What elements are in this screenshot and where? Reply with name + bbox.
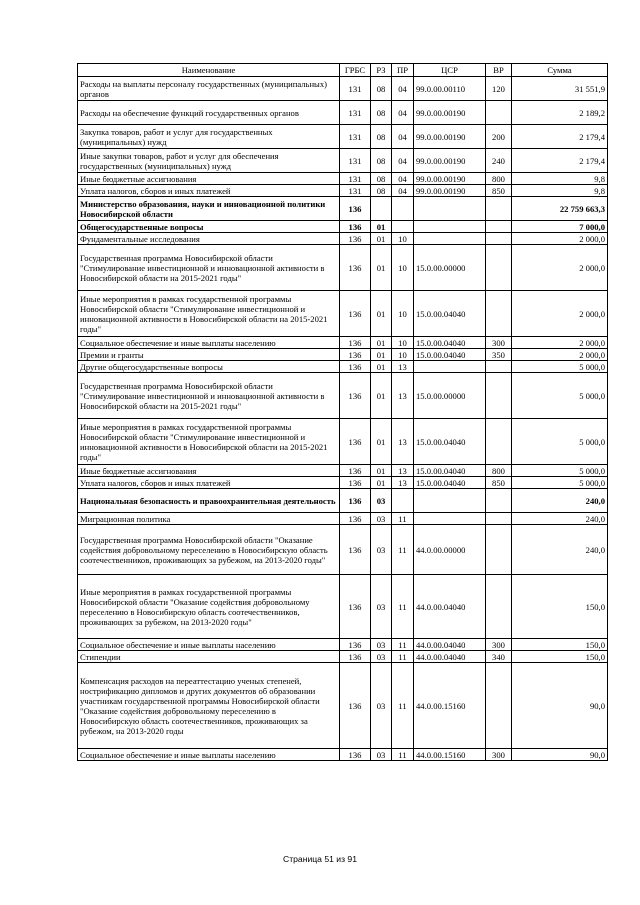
row-name-cell: Премии и гранты xyxy=(78,349,340,361)
row-sum-cell: 2 000,0 xyxy=(512,291,608,337)
row-grbs-cell: 131 xyxy=(340,101,371,125)
row-csr-cell: 15.0.00.04040 xyxy=(414,337,486,349)
row-csr-cell: 44.0.00.00000 xyxy=(414,525,486,575)
row-rz-cell: 01 xyxy=(371,373,392,419)
row-name-cell: Социальное обеспечение и иные выплаты населению xyxy=(78,337,340,349)
row-pr-cell: 13 xyxy=(392,419,414,465)
row-rz-cell: 08 xyxy=(371,101,392,125)
row-rz-cell: 03 xyxy=(371,663,392,749)
row-pr-cell: 11 xyxy=(392,575,414,639)
row-grbs-cell: 136 xyxy=(340,525,371,575)
row-name-cell: Компенсация расходов на переаттестацию ученых степеней, нострификацию дипломов и других документов об образовании участникам государственной программы Новосибирской области "Оказание содействия добровольному переселению в Новосибирскую область соотечественников, проживающих за рубежом, на 2013-2020 годы xyxy=(78,663,340,749)
row-rz-cell: 03 xyxy=(371,489,392,513)
table-row xyxy=(78,337,608,349)
row-vr-cell: 350 xyxy=(486,349,512,361)
row-csr-cell: 15.0.00.04040 xyxy=(414,465,486,477)
row-name-cell: Уплата налогов, сборов и иных платежей xyxy=(78,477,340,489)
row-csr-cell: 99.0.00.00190 xyxy=(414,149,486,173)
row-vr-cell xyxy=(486,361,512,373)
row-sum-cell: 31 551,9 xyxy=(512,77,608,101)
row-rz-cell: 03 xyxy=(371,513,392,525)
row-grbs-cell: 136 xyxy=(340,663,371,749)
row-sum-cell: 2 000,0 xyxy=(512,337,608,349)
row-name-cell: Государственная программа Новосибирской области "Стимулирование инвестиционной и инновационной активности в Новосибирской области на 2015-2021 годы" xyxy=(78,373,340,419)
row-vr-cell xyxy=(486,245,512,291)
row-pr-cell: 10 xyxy=(392,291,414,337)
row-vr-cell: 120 xyxy=(486,77,512,101)
row-grbs-cell: 136 xyxy=(340,639,371,651)
row-rz-cell: 03 xyxy=(371,651,392,663)
table-row xyxy=(78,477,608,489)
header-csr: ЦСР xyxy=(414,64,486,77)
table-row xyxy=(78,639,608,651)
table-row xyxy=(78,245,608,291)
row-grbs-cell: 131 xyxy=(340,185,371,197)
row-pr-cell: 11 xyxy=(392,513,414,525)
row-sum-cell: 150,0 xyxy=(512,639,608,651)
row-rz-cell: 08 xyxy=(371,125,392,149)
row-grbs-cell: 136 xyxy=(340,465,371,477)
row-grbs-cell: 136 xyxy=(340,197,371,221)
row-pr-cell: 10 xyxy=(392,349,414,361)
row-name-cell: Другие общегосударственные вопросы xyxy=(78,361,340,373)
row-pr-cell: 04 xyxy=(392,173,414,185)
row-vr-cell xyxy=(486,575,512,639)
header-sum: Сумма xyxy=(512,64,608,77)
table-header-row xyxy=(78,64,608,77)
row-rz-cell: 03 xyxy=(371,639,392,651)
table-row xyxy=(78,489,608,513)
header-grbs: ГРБС xyxy=(340,64,371,77)
row-rz-cell: 08 xyxy=(371,173,392,185)
row-name-cell: Расходы на обеспечение функций государственных органов xyxy=(78,101,340,125)
row-csr-cell: 44.0.00.04040 xyxy=(414,575,486,639)
row-grbs-cell: 136 xyxy=(340,575,371,639)
row-rz-cell: 01 xyxy=(371,465,392,477)
row-name-cell: Государственная программа Новосибирской области "Оказание содействия добровольному переселению в Новосибирскую область соотечественников, проживающих за рубежом, на 2013-2020 годы" xyxy=(78,525,340,575)
row-pr-cell: 04 xyxy=(392,77,414,101)
table-row xyxy=(78,221,608,233)
row-sum-cell: 5 000,0 xyxy=(512,361,608,373)
table-row xyxy=(78,749,608,761)
row-csr-cell: 44.0.00.04040 xyxy=(414,651,486,663)
row-csr-cell: 15.0.00.04040 xyxy=(414,477,486,489)
header-rz: РЗ xyxy=(371,64,392,77)
row-rz-cell: 01 xyxy=(371,361,392,373)
row-name-cell: Закупка товаров, работ и услуг для государственных (муниципальных) нужд xyxy=(78,125,340,149)
row-name-cell: Уплата налогов, сборов и иных платежей xyxy=(78,185,340,197)
table-row xyxy=(78,149,608,173)
row-sum-cell: 2 179,4 xyxy=(512,125,608,149)
row-vr-cell: 300 xyxy=(486,337,512,349)
row-sum-cell: 90,0 xyxy=(512,749,608,761)
row-name-cell: Фундаментальные исследования xyxy=(78,233,340,245)
table-row xyxy=(78,651,608,663)
row-sum-cell: 5 000,0 xyxy=(512,477,608,489)
row-sum-cell: 150,0 xyxy=(512,651,608,663)
row-rz-cell: 01 xyxy=(371,477,392,489)
row-vr-cell xyxy=(486,197,512,221)
row-grbs-cell: 136 xyxy=(340,349,371,361)
row-pr-cell: 11 xyxy=(392,663,414,749)
row-pr-cell: 04 xyxy=(392,149,414,173)
row-grbs-cell: 136 xyxy=(340,221,371,233)
row-pr-cell: 04 xyxy=(392,101,414,125)
row-csr-cell: 15.0.00.04040 xyxy=(414,291,486,337)
row-grbs-cell: 131 xyxy=(340,149,371,173)
row-vr-cell xyxy=(486,489,512,513)
row-name-cell: Иные закупки товаров, работ и услуг для обеспечения государственных (муниципальных) нужд xyxy=(78,149,340,173)
row-csr-cell xyxy=(414,361,486,373)
row-name-cell: Социальное обеспечение и иные выплаты населению xyxy=(78,749,340,761)
row-grbs-cell: 136 xyxy=(340,651,371,663)
row-grbs-cell: 136 xyxy=(340,477,371,489)
table-row xyxy=(78,197,608,221)
row-name-cell: Национальная безопасность и правоохранительная деятельность xyxy=(78,489,340,513)
row-csr-cell xyxy=(414,233,486,245)
row-name-cell: Иные бюджетные ассигнования xyxy=(78,173,340,185)
table-row xyxy=(78,185,608,197)
row-vr-cell: 800 xyxy=(486,465,512,477)
row-rz-cell: 01 xyxy=(371,245,392,291)
table-row xyxy=(78,373,608,419)
row-sum-cell: 2 000,0 xyxy=(512,245,608,291)
row-name-cell: Иные мероприятия в рамках государственной программы Новосибирской области "Оказание содействия добровольному переселению в Новосибирскую область соотечественников, проживающих за рубежом, на 2013-2020 годы" xyxy=(78,575,340,639)
row-rz-cell xyxy=(371,197,392,221)
row-vr-cell xyxy=(486,233,512,245)
table-row xyxy=(78,419,608,465)
budget-table xyxy=(77,63,608,761)
row-grbs-cell: 136 xyxy=(340,373,371,419)
table-row xyxy=(78,173,608,185)
row-name-cell: Социальное обеспечение и иные выплаты населению xyxy=(78,639,340,651)
row-vr-cell xyxy=(486,419,512,465)
row-csr-cell: 99.0.00.00190 xyxy=(414,173,486,185)
row-csr-cell: 99.0.00.00190 xyxy=(414,125,486,149)
row-csr-cell: 15.0.00.04040 xyxy=(414,349,486,361)
row-grbs-cell: 136 xyxy=(340,513,371,525)
header-vr: ВР xyxy=(486,64,512,77)
row-rz-cell: 08 xyxy=(371,149,392,173)
row-grbs-cell: 136 xyxy=(340,245,371,291)
row-rz-cell: 08 xyxy=(371,77,392,101)
row-grbs-cell: 136 xyxy=(340,749,371,761)
row-grbs-cell: 131 xyxy=(340,77,371,101)
row-grbs-cell: 131 xyxy=(340,125,371,149)
row-sum-cell: 240,0 xyxy=(512,525,608,575)
row-name-cell: Расходы на выплаты персоналу государственных (муниципальных) органов xyxy=(78,77,340,101)
row-sum-cell: 9,8 xyxy=(512,173,608,185)
row-pr-cell: 11 xyxy=(392,525,414,575)
table-row xyxy=(78,291,608,337)
header-name: Наименование xyxy=(78,64,340,77)
row-name-cell: Министерство образования, науки и инновационной политики Новосибирской области xyxy=(78,197,340,221)
row-vr-cell xyxy=(486,373,512,419)
row-sum-cell: 2 000,0 xyxy=(512,349,608,361)
row-sum-cell: 240,0 xyxy=(512,489,608,513)
row-sum-cell: 7 000,0 xyxy=(512,221,608,233)
row-pr-cell: 10 xyxy=(392,245,414,291)
row-sum-cell: 22 759 663,3 xyxy=(512,197,608,221)
row-pr-cell: 13 xyxy=(392,361,414,373)
row-rz-cell: 01 xyxy=(371,349,392,361)
row-name-cell: Стипендии xyxy=(78,651,340,663)
row-sum-cell: 5 000,0 xyxy=(512,465,608,477)
table-row xyxy=(78,361,608,373)
row-grbs-cell: 136 xyxy=(340,337,371,349)
table-row xyxy=(78,77,608,101)
row-vr-cell xyxy=(486,221,512,233)
row-sum-cell: 90,0 xyxy=(512,663,608,749)
row-grbs-cell: 136 xyxy=(340,489,371,513)
row-pr-cell: 10 xyxy=(392,337,414,349)
row-csr-cell: 15.0.00.00000 xyxy=(414,245,486,291)
row-name-cell: Иные бюджетные ассигнования xyxy=(78,465,340,477)
row-pr-cell xyxy=(392,489,414,513)
row-sum-cell: 2 000,0 xyxy=(512,233,608,245)
row-sum-cell: 240,0 xyxy=(512,513,608,525)
row-vr-cell: 300 xyxy=(486,749,512,761)
row-rz-cell: 03 xyxy=(371,575,392,639)
row-grbs-cell: 136 xyxy=(340,233,371,245)
row-vr-cell: 300 xyxy=(486,639,512,651)
row-pr-cell: 11 xyxy=(392,651,414,663)
table-row xyxy=(78,125,608,149)
row-pr-cell: 11 xyxy=(392,639,414,651)
table-row xyxy=(78,575,608,639)
row-csr-cell: 15.0.00.04040 xyxy=(414,419,486,465)
row-vr-cell xyxy=(486,525,512,575)
row-name-cell: Общегосударственные вопросы xyxy=(78,221,340,233)
page-number: Страница 51 из 91 xyxy=(283,854,357,864)
header-pr: ПР xyxy=(392,64,414,77)
row-csr-cell: 99.0.00.00110 xyxy=(414,77,486,101)
row-name-cell: Миграционная политика xyxy=(78,513,340,525)
row-rz-cell: 01 xyxy=(371,233,392,245)
row-rz-cell: 01 xyxy=(371,291,392,337)
row-rz-cell: 08 xyxy=(371,185,392,197)
row-csr-cell: 99.0.00.00190 xyxy=(414,101,486,125)
row-vr-cell xyxy=(486,101,512,125)
row-pr-cell: 04 xyxy=(392,125,414,149)
row-sum-cell: 9,8 xyxy=(512,185,608,197)
table-row xyxy=(78,465,608,477)
row-sum-cell: 5 000,0 xyxy=(512,373,608,419)
row-csr-cell xyxy=(414,489,486,513)
row-pr-cell: 04 xyxy=(392,185,414,197)
row-rz-cell: 03 xyxy=(371,749,392,761)
row-grbs-cell: 136 xyxy=(340,361,371,373)
row-pr-cell xyxy=(392,221,414,233)
row-rz-cell: 01 xyxy=(371,337,392,349)
table-row xyxy=(78,663,608,749)
row-vr-cell: 850 xyxy=(486,477,512,489)
row-csr-cell xyxy=(414,513,486,525)
row-pr-cell: 13 xyxy=(392,465,414,477)
row-vr-cell xyxy=(486,513,512,525)
row-csr-cell: 44.0.00.15160 xyxy=(414,749,486,761)
row-name-cell: Государственная программа Новосибирской области "Стимулирование инвестиционной и инновационной активности в Новосибирской области на 2015-2021 годы" xyxy=(78,245,340,291)
row-grbs-cell: 131 xyxy=(340,173,371,185)
table-row xyxy=(78,101,608,125)
row-name-cell: Иные мероприятия в рамках государственной программы Новосибирской области "Стимулирование инвестиционной и инновационной активности в Новосибирской области на 2015-2021 годы" xyxy=(78,419,340,465)
row-rz-cell: 01 xyxy=(371,419,392,465)
row-csr-cell: 44.0.00.04040 xyxy=(414,639,486,651)
row-name-cell: Иные мероприятия в рамках государственной программы Новосибирской области "Стимулирование инвестиционной и инновационной активности в Новосибирской области на 2015-2021 годы" xyxy=(78,291,340,337)
table-row xyxy=(78,525,608,575)
row-pr-cell: 10 xyxy=(392,233,414,245)
row-csr-cell xyxy=(414,197,486,221)
row-rz-cell: 01 xyxy=(371,221,392,233)
table-row xyxy=(78,233,608,245)
row-pr-cell: 11 xyxy=(392,749,414,761)
row-vr-cell: 850 xyxy=(486,185,512,197)
row-csr-cell: 15.0.00.00000 xyxy=(414,373,486,419)
row-pr-cell xyxy=(392,197,414,221)
table-row xyxy=(78,349,608,361)
row-vr-cell: 800 xyxy=(486,173,512,185)
row-vr-cell: 240 xyxy=(486,149,512,173)
row-grbs-cell: 136 xyxy=(340,291,371,337)
row-vr-cell xyxy=(486,663,512,749)
row-vr-cell: 200 xyxy=(486,125,512,149)
row-grbs-cell: 136 xyxy=(340,419,371,465)
row-sum-cell: 5 000,0 xyxy=(512,419,608,465)
row-rz-cell: 03 xyxy=(371,525,392,575)
row-sum-cell: 150,0 xyxy=(512,575,608,639)
table-row xyxy=(78,513,608,525)
row-pr-cell: 13 xyxy=(392,373,414,419)
row-csr-cell: 44.0.00.15160 xyxy=(414,663,486,749)
row-vr-cell xyxy=(486,291,512,337)
row-csr-cell xyxy=(414,221,486,233)
row-vr-cell: 340 xyxy=(486,651,512,663)
row-sum-cell: 2 189,2 xyxy=(512,101,608,125)
row-pr-cell: 13 xyxy=(392,477,414,489)
row-csr-cell: 99.0.00.00190 xyxy=(414,185,486,197)
row-sum-cell: 2 179,4 xyxy=(512,149,608,173)
